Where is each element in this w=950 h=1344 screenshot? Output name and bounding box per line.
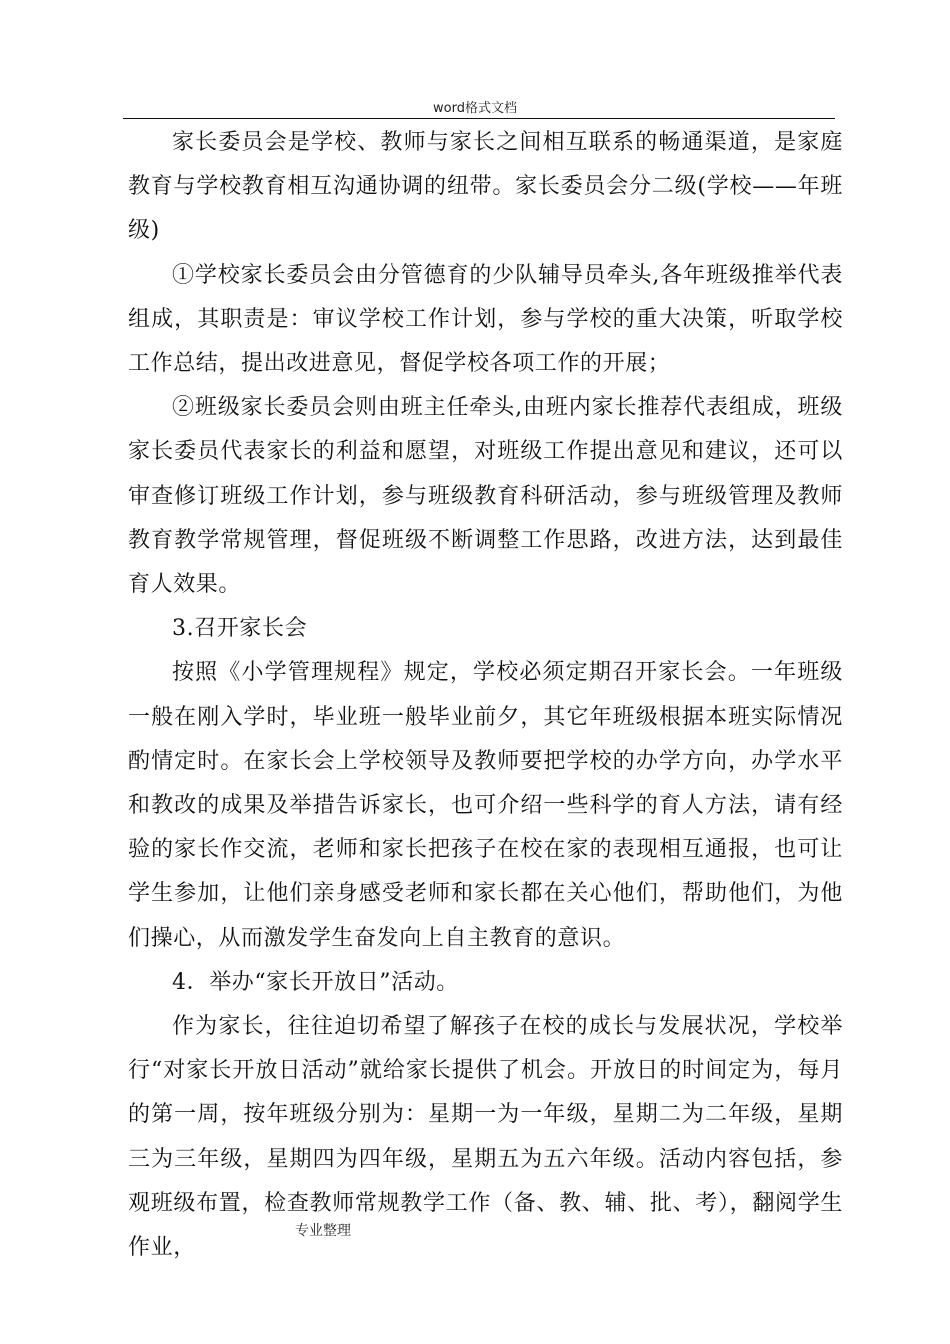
paragraph-parent-meeting: 按照《小学管理规程》规定，学校必须定期召开家长会。一年班级一般在刚入学时，毕业班一般毕业前夕，其它年班级根据本班实际情况酌情定时。在家长会上学校领导及教师要把学校的办学方向，办学水平和教改的成果及举措告诉家长，也可介绍一些科学的育人方法，请有经验的家长作交流，老师和家长把孩子在校在家的表现相互通报，也可让学生参加，让他们亲身感受老师和家长都在关心他们，帮助他们，为他们操心，从而激发学生奋发向上自主教育的意识。: [128, 660, 843, 951]
document-body: [128, 121, 843, 1270]
section-heading-parent-meeting: 3.召开家长会: [172, 616, 308, 642]
paragraph-committee-intro: 家长委员会是学校、教师与家长之间相互联系的畅通渠道，是家庭教育与学校教育相互沟通协调的纽带。家长委员会分二级(学校——年班级): [128, 130, 843, 244]
page-footer: 专业整理: [295, 1223, 351, 1239]
paragraph-school-committee: ①学校家长委员会由分管德育的少队辅导员牵头,各年班级推举代表组成，其职责是：审议学校工作计划，参与学校的重大决策，听取学校工作总结，提出改进意见，督促学校各项工作的开展；: [128, 262, 843, 377]
header-divider: [123, 118, 835, 119]
section-heading-open-day: 4．举办“家长开放日”活动。: [172, 969, 459, 995]
paragraph-open-day: 作为家长，往往迫切希望了解孩子在校的成长与发展状况，学校举行“对家长开放日活动”就给家长提供了机会。开放日的时间定为，每月的第一周，按年班级分别为：星期一为一年级，星期二为二年级，星期三为三年级，星期四为四年级，星期五为五六年级。活动内容包括，参观班级布置，检查教师常规教学工作（备、教、辅、批、考），翻阅学生作业，: [128, 1014, 843, 1261]
page-header: word格式文档: [433, 101, 517, 116]
paragraph-class-committee: ②班级家长委员会则由班主任牵头,由班内家长推荐代表组成，班级家长委员代表家长的利益和愿望，对班级工作提出意见和建议，还可以审查修订班级工作计划，参与班级教育科研活动，参与班级管理及教师教育教学常规管理，督促班级不断调整工作思路，改进方法，达到最佳育人效果。: [128, 395, 843, 598]
